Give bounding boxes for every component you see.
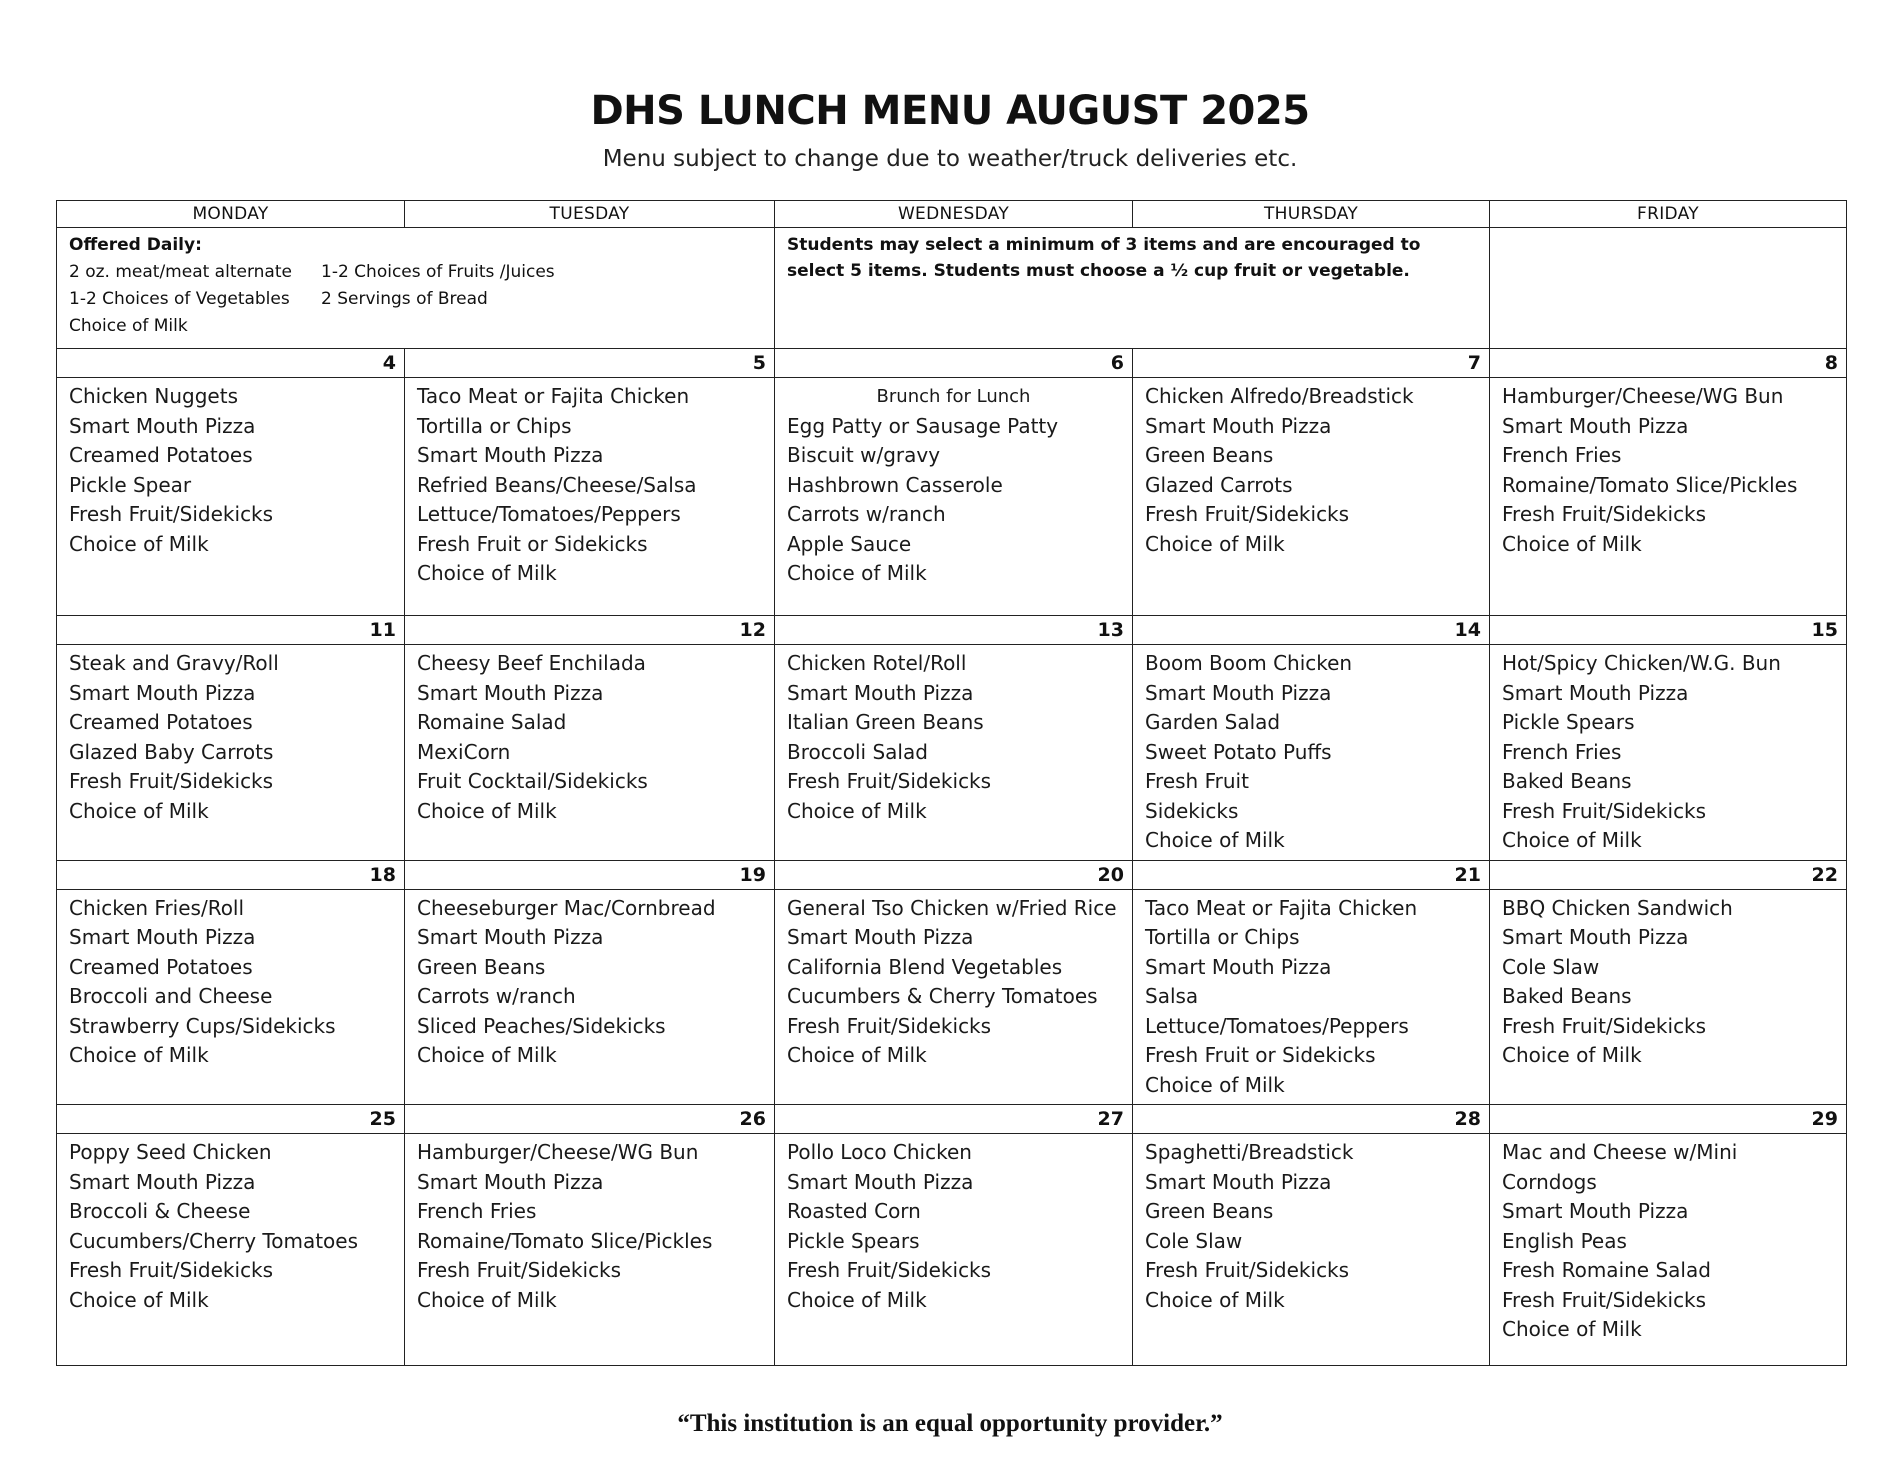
menu-cell-tuesday	[405, 889, 775, 1105]
menu-item: Pickle Spears	[787, 1228, 920, 1253]
menu-item: Lettuce/Tomatoes/Peppers	[417, 502, 681, 526]
menu-item: Pickle Spears	[1502, 710, 1635, 734]
menu-cell-monday	[57, 1134, 405, 1366]
page-title: DHS LUNCH MENU AUGUST 2025	[590, 88, 1310, 134]
menu-row	[57, 645, 1847, 861]
menu-item: French Fries	[417, 1199, 537, 1223]
menu-item: Cheesy Beef Enchilada	[417, 651, 646, 675]
menu-item: Creamed Potatoes	[69, 710, 253, 734]
date-number-monday: 11	[57, 616, 405, 645]
menu-item: Broccoli & Cheese	[69, 1199, 251, 1223]
menu-item: Tortilla or Chips	[1145, 925, 1300, 949]
menu-item: Steak and Gravy/Roll	[69, 651, 279, 675]
menu-item: Glazed Baby Carrots	[69, 739, 274, 764]
menu-item: Creamed Potatoes	[69, 954, 253, 979]
menu-item: Hamburger/Cheese/WG Bun	[1502, 384, 1784, 408]
date-number-friday: 8	[1490, 349, 1847, 378]
menu-item: Creamed Potatoes	[69, 443, 253, 467]
menu-item: Garden Salad	[1145, 710, 1281, 734]
menu-cell-wednesday	[775, 378, 1133, 616]
menu-cell-monday	[57, 645, 405, 861]
offered-item: 1-2 Choices of Vegetables	[69, 289, 290, 309]
date-number-thursday: 14	[1133, 616, 1490, 645]
date-number-thursday: 28	[1133, 1105, 1490, 1134]
menu-item: Smart Mouth Pizza	[787, 680, 974, 705]
menu-item: Fresh Fruit/Sidekicks	[69, 502, 274, 526]
menu-item: Strawberry Cups/Sidekicks	[69, 1013, 336, 1038]
menu-item: Romaine/Tomato Slice/Pickles	[1502, 472, 1798, 497]
menu-item: California Blend Vegetables	[787, 954, 1063, 979]
menu-item: Fruit Cocktail/Sidekicks	[417, 769, 648, 793]
menu-item: Choice of Milk	[1502, 828, 1642, 852]
info-row	[57, 228, 1847, 349]
menu-item: Spaghetti/Breadstick	[1145, 1140, 1354, 1164]
menu-item: Taco Meat or Fajita Chicken	[417, 384, 690, 408]
menu-item: Corndogs	[1502, 1169, 1597, 1194]
menu-cell-thursday	[1133, 645, 1490, 861]
menu-item: Choice of Milk	[417, 798, 557, 823]
menu-item: Baked Beans	[1502, 769, 1632, 793]
menu-item: Choice of Milk	[1145, 1287, 1285, 1312]
menu-cell-wednesday	[775, 889, 1133, 1105]
date-number-tuesday: 12	[405, 616, 775, 645]
menu-item: Smart Mouth Pizza	[787, 1169, 974, 1194]
date-number-thursday: 21	[1133, 860, 1490, 889]
menu-item: French Fries	[1502, 443, 1622, 467]
menu-item: Pickle Spear	[69, 472, 192, 497]
menu-item: Choice of Milk	[417, 561, 557, 585]
menu-item: Smart Mouth Pizza	[69, 1169, 256, 1194]
menu-item: Fresh Fruit or Sidekicks	[1145, 1043, 1376, 1067]
page-subtitle: Menu subject to change due to weather/truck deliveries etc.	[602, 146, 1298, 172]
menu-item: Choice of Milk	[1502, 531, 1642, 556]
menu-item: Brunch for Lunch	[876, 386, 1031, 407]
menu-item: Fresh Fruit/Sidekicks	[787, 1013, 992, 1038]
day-header-row	[57, 201, 1847, 228]
menu-item: Smart Mouth Pizza	[1502, 680, 1689, 705]
footer-statement: “This institution is an equal opportunity provider.”	[677, 1410, 1223, 1437]
menu-item: Broccoli and Cheese	[69, 984, 273, 1008]
menu-cell-wednesday	[775, 645, 1133, 861]
date-number-friday: 29	[1490, 1105, 1847, 1134]
date-number-monday: 4	[57, 349, 405, 378]
menu-item: Cucumbers/Cherry Tomatoes	[69, 1228, 359, 1253]
date-number-tuesday: 5	[405, 349, 775, 378]
menu-item: Choice of Milk	[787, 1287, 927, 1312]
menu-item: Fresh Fruit/Sidekicks	[417, 1258, 622, 1282]
weeks-body	[57, 349, 1847, 1366]
date-number-wednesday: 27	[775, 1105, 1133, 1134]
menu-item: Smart Mouth Pizza	[69, 925, 256, 949]
menu-item: Glazed Carrots	[1145, 472, 1293, 497]
menu-item: Fresh Fruit/Sidekicks	[1502, 798, 1707, 823]
menu-item: Choice of Milk	[1502, 1317, 1642, 1341]
menu-item: Sidekicks	[1145, 798, 1239, 823]
menu-item: BBQ Chicken Sandwich	[1502, 895, 1733, 920]
menu-item: Apple Sauce	[787, 531, 912, 556]
menu-item: Smart Mouth Pizza	[417, 680, 604, 705]
menu-item: Choice of Milk	[1145, 531, 1285, 556]
day-header-monday: MONDAY	[57, 201, 405, 228]
menu-row	[57, 889, 1847, 1105]
date-number-friday: 15	[1490, 616, 1847, 645]
date-number-wednesday: 20	[775, 860, 1133, 889]
date-number-wednesday: 6	[775, 349, 1133, 378]
menu-item: Chicken Nuggets	[69, 384, 238, 408]
menu-item: Cole Slaw	[1145, 1228, 1243, 1253]
menu-item: Choice of Milk	[69, 531, 209, 556]
menu-item: Fresh Fruit or Sidekicks	[417, 531, 648, 556]
menu-item: Fresh Fruit/Sidekicks	[787, 1258, 992, 1282]
menu-item: Sliced Peaches/Sidekicks	[417, 1013, 666, 1038]
menu-item: Refried Beans/Cheese/Salsa	[417, 472, 697, 497]
menu-item: Cole Slaw	[1502, 954, 1600, 979]
menu-item: Italian Green Beans	[787, 710, 984, 734]
menu-item: Choice of Milk	[1502, 1043, 1642, 1067]
menu-item: Cucumbers & Cherry Tomatoes	[787, 984, 1098, 1008]
menu-item: Fresh Fruit	[1145, 769, 1249, 793]
menu-item: Choice of Milk	[69, 1043, 209, 1067]
day-header-wednesday: WEDNESDAY	[775, 201, 1133, 228]
menu-item: Chicken Alfredo/Breadstick	[1145, 384, 1414, 408]
menu-cell-friday	[1490, 645, 1847, 861]
menu-item: Smart Mouth Pizza	[1145, 680, 1332, 705]
offered-item: 2 Servings of Bread	[321, 289, 488, 309]
menu-item: Choice of Milk	[1145, 1072, 1285, 1097]
menu-item: Smart Mouth Pizza	[69, 680, 256, 705]
menu-item: Hashbrown Casserole	[787, 472, 1003, 497]
menu-item: Choice of Milk	[787, 1043, 927, 1067]
menu-item: Chicken Rotel/Roll	[787, 651, 967, 675]
menu-item: Chicken Fries/Roll	[69, 895, 245, 920]
menu-item: Fresh Fruit/Sidekicks	[1145, 502, 1350, 526]
menu-item: Smart Mouth Pizza	[1145, 1169, 1332, 1194]
menu-item: Sweet Potato Puffs	[1145, 739, 1332, 764]
menu-item: Carrots w/ranch	[417, 984, 576, 1008]
menu-item: Taco Meat or Fajita Chicken	[1145, 895, 1418, 920]
menu-cell-monday	[57, 889, 405, 1105]
menu-item: Fresh Romaine Salad	[1502, 1258, 1711, 1282]
menu-item: Green Beans	[1145, 443, 1274, 467]
date-number-monday: 18	[57, 860, 405, 889]
offered-daily-heading: Offered Daily:	[69, 235, 202, 255]
menu-item: Green Beans	[1145, 1199, 1274, 1223]
menu-row	[57, 378, 1847, 616]
menu-cell-friday	[1490, 889, 1847, 1105]
menu-item: Smart Mouth Pizza	[1502, 1199, 1689, 1223]
menu-item: Smart Mouth Pizza	[1502, 925, 1689, 949]
menu-item: Poppy Seed Chicken	[69, 1140, 272, 1164]
menu-item: Baked Beans	[1502, 984, 1632, 1008]
menu-item: Biscuit w/gravy	[787, 443, 941, 467]
empty-info-cell	[1490, 228, 1847, 349]
menu-cell-monday	[57, 378, 405, 616]
menu-item: Roasted Corn	[787, 1199, 921, 1223]
date-number-tuesday: 26	[405, 1105, 775, 1134]
menu-item: Choice of Milk	[69, 798, 209, 823]
menu-item: Fresh Fruit/Sidekicks	[787, 769, 992, 793]
menu-item: Choice of Milk	[787, 798, 927, 823]
menu-item: Smart Mouth Pizza	[417, 1169, 604, 1194]
menu-item: Fresh Fruit/Sidekicks	[69, 1258, 274, 1282]
menu-item: Smart Mouth Pizza	[417, 443, 604, 467]
menu-table	[56, 200, 1847, 1366]
menu-item: Carrots w/ranch	[787, 502, 946, 526]
offered-item: Choice of Milk	[69, 316, 188, 336]
menu-cell-wednesday	[775, 1134, 1133, 1366]
menu-item: General Tso Chicken w/Fried Rice	[787, 895, 1117, 920]
offered-item: 1-2 Choices of Fruits /Juices	[321, 262, 555, 282]
menu-item: Smart Mouth Pizza	[1145, 413, 1332, 438]
menu-item: Broccoli Salad	[787, 739, 928, 764]
menu-item: Boom Boom Chicken	[1145, 651, 1353, 675]
date-row	[57, 1105, 1847, 1134]
date-number-thursday: 7	[1133, 349, 1490, 378]
menu-row	[57, 1134, 1847, 1366]
menu-item: Fresh Fruit/Sidekicks	[1502, 502, 1707, 526]
menu-item: French Fries	[1502, 739, 1622, 764]
menu-item: Tortilla or Chips	[417, 413, 572, 438]
menu-cell-friday	[1490, 378, 1847, 616]
day-header-thursday: THURSDAY	[1133, 201, 1490, 228]
date-number-friday: 22	[1490, 860, 1847, 889]
menu-item: MexiCorn	[417, 739, 511, 764]
menu-item: Smart Mouth Pizza	[69, 413, 256, 438]
menu-item: Egg Patty or Sausage Patty	[787, 413, 1059, 438]
menu-item: Fresh Fruit/Sidekicks	[1145, 1258, 1350, 1282]
menu-cell-thursday	[1133, 1134, 1490, 1366]
menu-item: Lettuce/Tomatoes/Peppers	[1145, 1013, 1409, 1038]
menu-cell-tuesday	[405, 378, 775, 616]
menu-item: Smart Mouth Pizza	[1145, 954, 1332, 979]
menu-item: Romaine Salad	[417, 710, 567, 734]
menu-item: Smart Mouth Pizza	[417, 925, 604, 949]
menu-item: Choice of Milk	[69, 1287, 209, 1312]
date-row	[57, 349, 1847, 378]
date-row	[57, 616, 1847, 645]
menu-cell-friday	[1490, 1134, 1847, 1366]
menu-item: Cheeseburger Mac/Cornbread	[417, 895, 716, 920]
menu-item: Smart Mouth Pizza	[787, 925, 974, 949]
menu-item: Romaine/Tomato Slice/Pickles	[417, 1228, 713, 1253]
menu-cell-thursday	[1133, 378, 1490, 616]
menu-item: Pollo Loco Chicken	[787, 1140, 972, 1164]
date-number-tuesday: 19	[405, 860, 775, 889]
menu-item: Green Beans	[417, 954, 546, 979]
menu-item: Fresh Fruit/Sidekicks	[69, 769, 274, 793]
menu-item: Fresh Fruit/Sidekicks	[1502, 1013, 1707, 1038]
date-number-monday: 25	[57, 1105, 405, 1134]
day-header-friday: FRIDAY	[1490, 201, 1847, 228]
menu-item: Smart Mouth Pizza	[1502, 413, 1689, 438]
selection-note: Students may select a minimum of 3 items and are encouraged to select 5 items. Students must choose a ½ cup fruit or vegetable.	[775, 228, 1490, 349]
menu-item: Hot/Spicy Chicken/W.G. Bun	[1502, 651, 1781, 675]
menu-item: Choice of Milk	[787, 561, 927, 585]
menu-item: Choice of Milk	[417, 1287, 557, 1312]
offered-item: 2 oz. meat/meat alternate	[69, 262, 292, 282]
date-row	[57, 860, 1847, 889]
menu-item: Mac and Cheese w/Mini	[1502, 1140, 1738, 1164]
menu-item: Choice of Milk	[417, 1043, 557, 1067]
menu-item: English Peas	[1502, 1228, 1627, 1253]
menu-item: Hamburger/Cheese/WG Bun	[417, 1140, 699, 1164]
offered-daily-cell	[57, 228, 775, 349]
menu-cell-tuesday	[405, 1134, 775, 1366]
date-number-wednesday: 13	[775, 616, 1133, 645]
menu-cell-thursday	[1133, 889, 1490, 1105]
menu-item: Salsa	[1145, 984, 1199, 1008]
menu-item: Choice of Milk	[1145, 828, 1285, 852]
menu-cell-tuesday	[405, 645, 775, 861]
menu-item: Fresh Fruit/Sidekicks	[1502, 1287, 1707, 1312]
day-header-tuesday: TUESDAY	[405, 201, 775, 228]
